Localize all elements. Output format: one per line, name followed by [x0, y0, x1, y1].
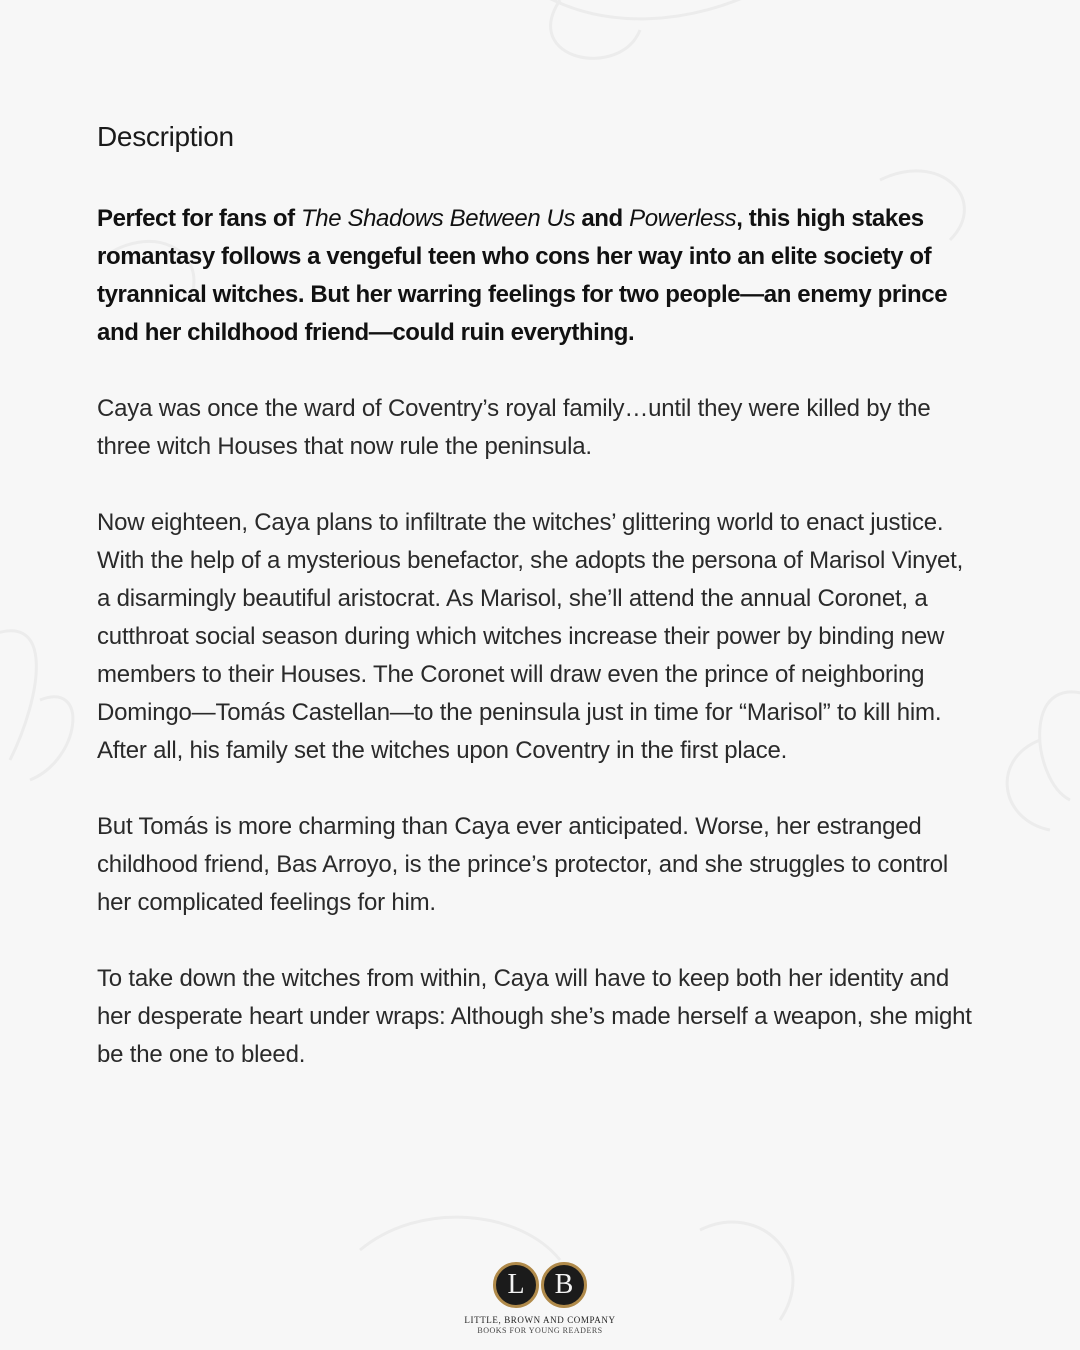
logo-letter-l: L [493, 1262, 539, 1308]
logo-monogram [0, 1262, 1080, 1308]
publisher-logo [0, 1262, 1080, 1335]
description-section [97, 118, 977, 1112]
lede-paragraph [97, 200, 977, 352]
body-paragraph-2: Now eighteen, Caya plans to infiltrate the witches’ glittering world to enact justice. With the help of a mysterious benefactor, she adopts the persona of Marisol Vinyet, a disarmingly beautiful aristocrat. As Marisol, she’ll attend the annual Coronet, a cutthroat social season during which witches increase their power by binding new members to their Houses. The Coronet will draw even the prince of neighboring Domingo—Tomás Castellan—to the peninsula just in time for “Marisol” to kill him. After all, his family set the witches upon Coventry in the first place. [97, 509, 964, 764]
logo-letter-b: B [541, 1262, 587, 1308]
lede-text-3: , this high stakes romantasy follows a vengeful teen who cons her way into an elite society of tyrannical witches. But her warring feelings for two people—an enemy prince and her childhood friend—could ruin everything. [97, 205, 948, 346]
section-heading: Description [97, 121, 234, 152]
body-paragraph-3: But Tomás is more charming than Caya ever anticipated. Worse, her estranged childhood friend, Bas Arroyo, is the prince’s protector, and she struggles to control her complicated feelings for him. [97, 813, 949, 916]
lede-text-2: and [575, 205, 630, 232]
lede-text-1: Perfect for fans of [97, 205, 302, 232]
lede-book-title-2: Powerless [629, 205, 737, 232]
publisher-name: LITTLE, BROWN AND COMPANY [464, 1315, 616, 1325]
lede-book-title-1: The Shadows Between Us [301, 205, 576, 232]
body-paragraph-1: Caya was once the ward of Coventry’s royal family…until they were killed by the three witch Houses that now rule the peninsula. [97, 395, 931, 460]
publisher-imprint: BOOKS FOR YOUNG READERS [477, 1326, 603, 1335]
body-paragraph-4: To take down the witches from within, Caya will have to keep both her identity and her desperate heart under wraps: Although she’s made herself a weapon, she might be the one to bleed. [97, 965, 972, 1068]
